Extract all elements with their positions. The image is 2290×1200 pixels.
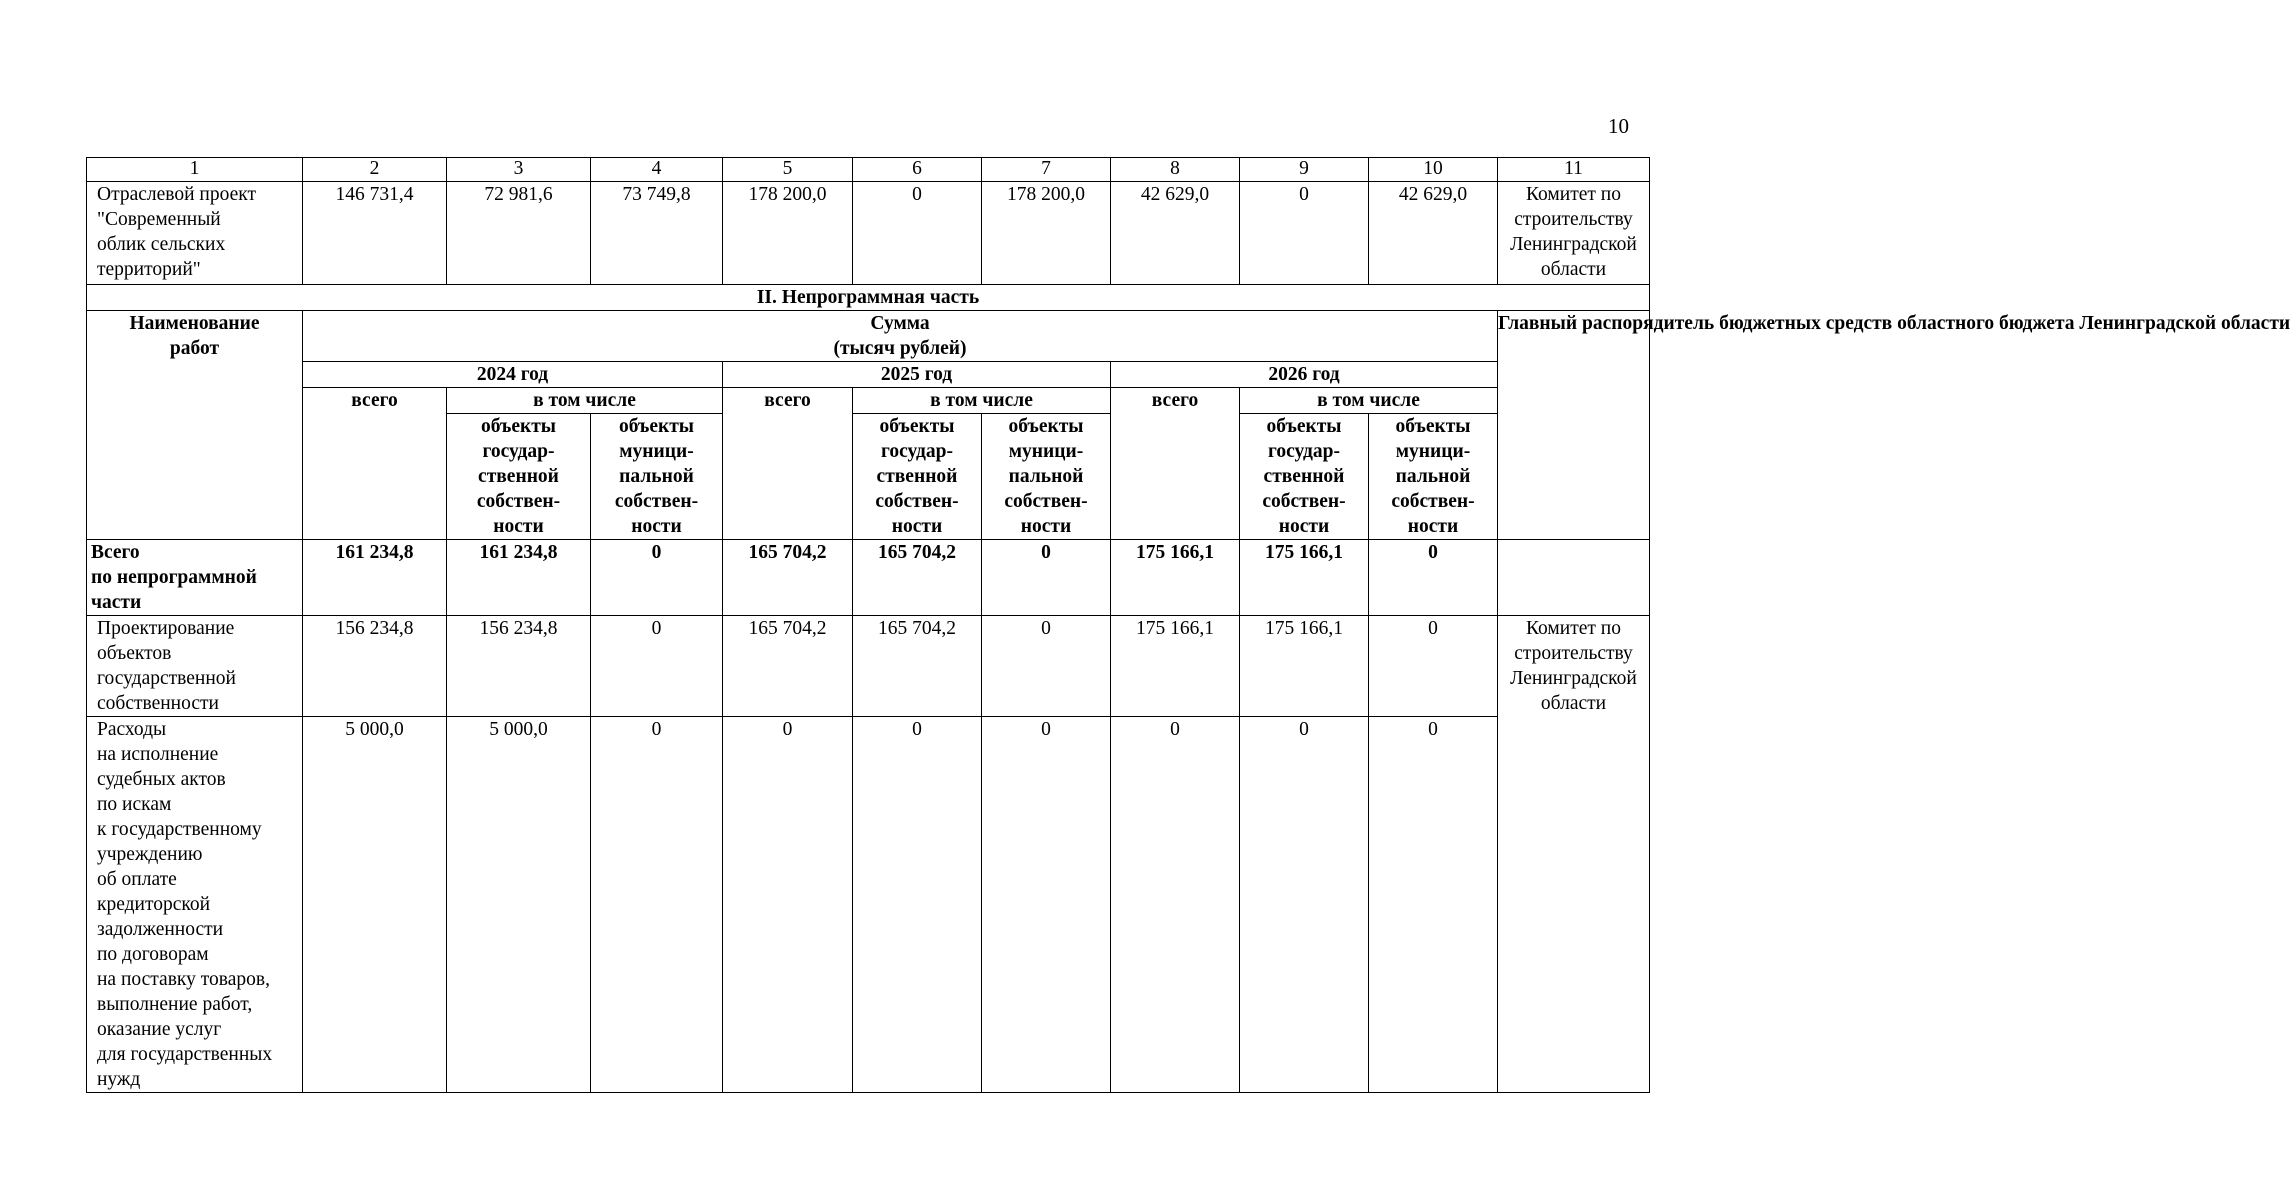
value-cell: 0: [853, 182, 982, 285]
value-cell: 165 704,2: [723, 616, 853, 717]
total-header: всего: [723, 388, 853, 540]
header-row-3: [87, 388, 1650, 414]
value-cell: 0: [1369, 616, 1498, 717]
table-row: [87, 717, 1650, 1093]
value-cell: 175 166,1: [1240, 616, 1369, 717]
manager-cell: Комитет по строительству Ленинградской области: [1498, 616, 1650, 1093]
value-cell: 0: [591, 616, 723, 717]
year-header: 2026 год: [1111, 362, 1498, 388]
column-number: 8: [1111, 158, 1240, 182]
value-cell: 73 749,8: [591, 182, 723, 285]
value-cell: 165 704,2: [853, 616, 982, 717]
section-title-row: [87, 285, 1650, 311]
total-row-name: Всего по непрограммной части: [87, 540, 303, 616]
column-number: 3: [447, 158, 591, 182]
municipal-objects-header: объекты муници- пальной собствен- ности: [1369, 414, 1498, 540]
total-header: всего: [1111, 388, 1240, 540]
works-name-header: Наименование работ: [87, 311, 303, 540]
manager-header: Главный распорядитель бюджетных средств областного бюджета Ленинградской области: [1498, 311, 1650, 540]
value-cell: 0: [853, 717, 982, 1093]
header-row-years: [87, 362, 1650, 388]
value-cell: 161 234,8: [447, 540, 591, 616]
column-number: 10: [1369, 158, 1498, 182]
including-header: в том числе: [853, 388, 1111, 414]
state-objects-header: объекты государ- ственной собствен- ности: [1240, 414, 1369, 540]
value-cell: 42 629,0: [1369, 182, 1498, 285]
value-cell: 0: [591, 717, 723, 1093]
column-number: 7: [982, 158, 1111, 182]
column-number: 5: [723, 158, 853, 182]
value-cell: 0: [591, 540, 723, 616]
value-cell: 5 000,0: [447, 717, 591, 1093]
value-cell: 5 000,0: [303, 717, 447, 1093]
value-cell: 156 234,8: [447, 616, 591, 717]
value-cell: 175 166,1: [1111, 540, 1240, 616]
year-header: 2025 год: [723, 362, 1111, 388]
budget-table: [86, 157, 2290, 1093]
state-objects-header: объекты государ- ственной собствен- ности: [853, 414, 982, 540]
value-cell: 175 166,1: [1240, 540, 1369, 616]
value-cell: 175 166,1: [1111, 616, 1240, 717]
value-cell: 0: [1240, 182, 1369, 285]
table-row: [87, 616, 1650, 717]
empty-manager-cell: [1498, 540, 1650, 616]
value-cell: 72 981,6: [447, 182, 591, 285]
value-cell: 0: [1369, 540, 1498, 616]
total-row: [87, 540, 1650, 616]
including-header: в том числе: [447, 388, 723, 414]
value-cell: 165 704,2: [853, 540, 982, 616]
project-row: [87, 182, 1650, 285]
value-cell: 178 200,0: [723, 182, 853, 285]
value-cell: 0: [982, 616, 1111, 717]
value-cell: 161 234,8: [303, 540, 447, 616]
value-cell: 0: [1240, 717, 1369, 1093]
municipal-objects-header: объекты муници- пальной собствен- ности: [591, 414, 723, 540]
header-row-1: [87, 311, 1650, 362]
value-cell: 0: [723, 717, 853, 1093]
value-cell: 178 200,0: [982, 182, 1111, 285]
year-header: 2024 год: [303, 362, 723, 388]
column-number: 9: [1240, 158, 1369, 182]
value-cell: 165 704,2: [723, 540, 853, 616]
column-number: 1: [87, 158, 303, 182]
municipal-objects-header: объекты муници- пальной собствен- ности: [982, 414, 1111, 540]
column-number: 4: [591, 158, 723, 182]
value-cell: 0: [1369, 717, 1498, 1093]
page-number: 10: [1608, 114, 1629, 138]
value-cell: 0: [982, 540, 1111, 616]
row-name: Расходы на исполнение судебных актов по искам к государственному учреждению об оплате кредиторской задолженности по договорам на поставку товаров, выполнение работ, оказание услуг для государственных нужд: [87, 717, 303, 1093]
manager-cell: Комитет по строительству Ленинградской области: [1498, 182, 1650, 285]
column-numbers-row: [87, 158, 1650, 182]
value-cell: 156 234,8: [303, 616, 447, 717]
column-number: 6: [853, 158, 982, 182]
value-cell: 146 731,4: [303, 182, 447, 285]
including-header: в том числе: [1240, 388, 1498, 414]
value-cell: 0: [1111, 717, 1240, 1093]
column-number: 11: [1498, 158, 1650, 182]
section-title: II. Непрограммная часть: [87, 285, 1650, 311]
row-name: Проектирование объектов государственной собственности: [87, 616, 303, 717]
column-number: 2: [303, 158, 447, 182]
project-name: Отраслевой проект "Современный облик сельских территорий": [87, 182, 303, 285]
sum-header: Сумма (тысяч рублей): [303, 311, 1498, 362]
value-cell: 0: [982, 717, 1111, 1093]
total-header: всего: [303, 388, 447, 540]
state-objects-header: объекты государ- ственной собствен- ности: [447, 414, 591, 540]
value-cell: 42 629,0: [1111, 182, 1240, 285]
